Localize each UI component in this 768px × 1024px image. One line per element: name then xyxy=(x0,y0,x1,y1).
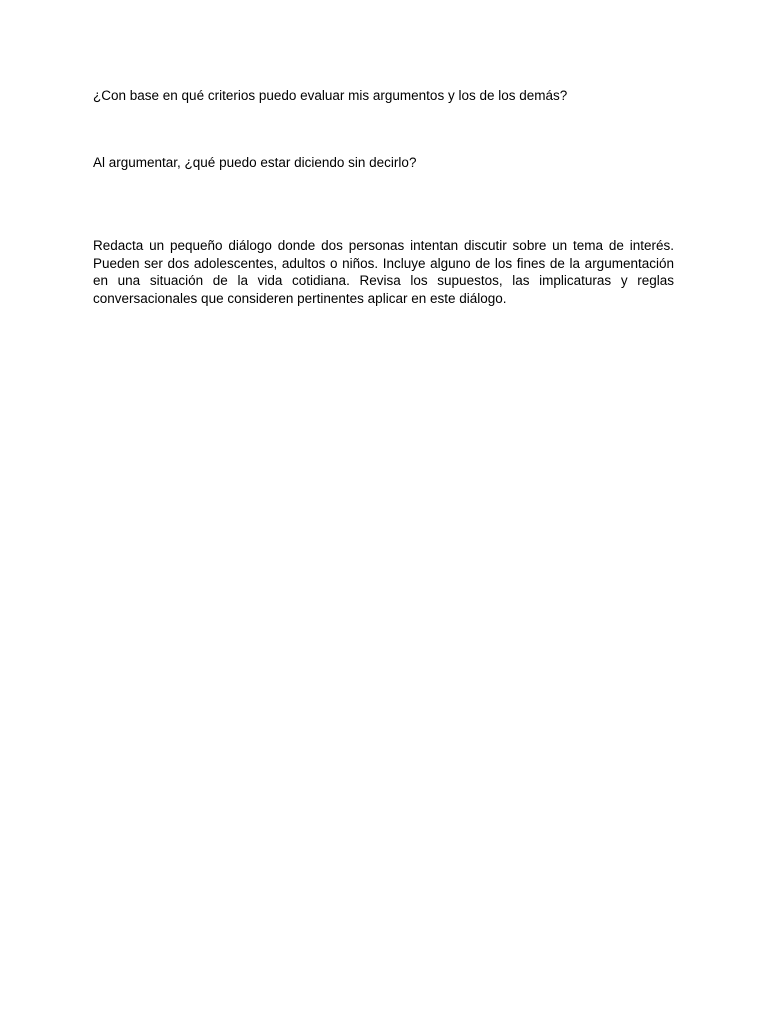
instructions-paragraph: Redacta un pequeño diálogo donde dos personas intentan discutir sobre un tema de interés. Pueden ser dos adolescentes, adultos o niños. Incluye alguno de los fines de la argumentación en una situación de la vida cotidiana. Revisa los supuestos, las implicaturas y reglas conversacionales que consideren pertinentes aplicar en este diálogo. xyxy=(93,238,674,306)
question-2: Al argumentar, ¿qué puedo estar diciendo sin decirlo? xyxy=(93,155,417,170)
question-1: ¿Con base en qué criterios puedo evaluar mis argumentos y los de los demás? xyxy=(93,88,568,103)
